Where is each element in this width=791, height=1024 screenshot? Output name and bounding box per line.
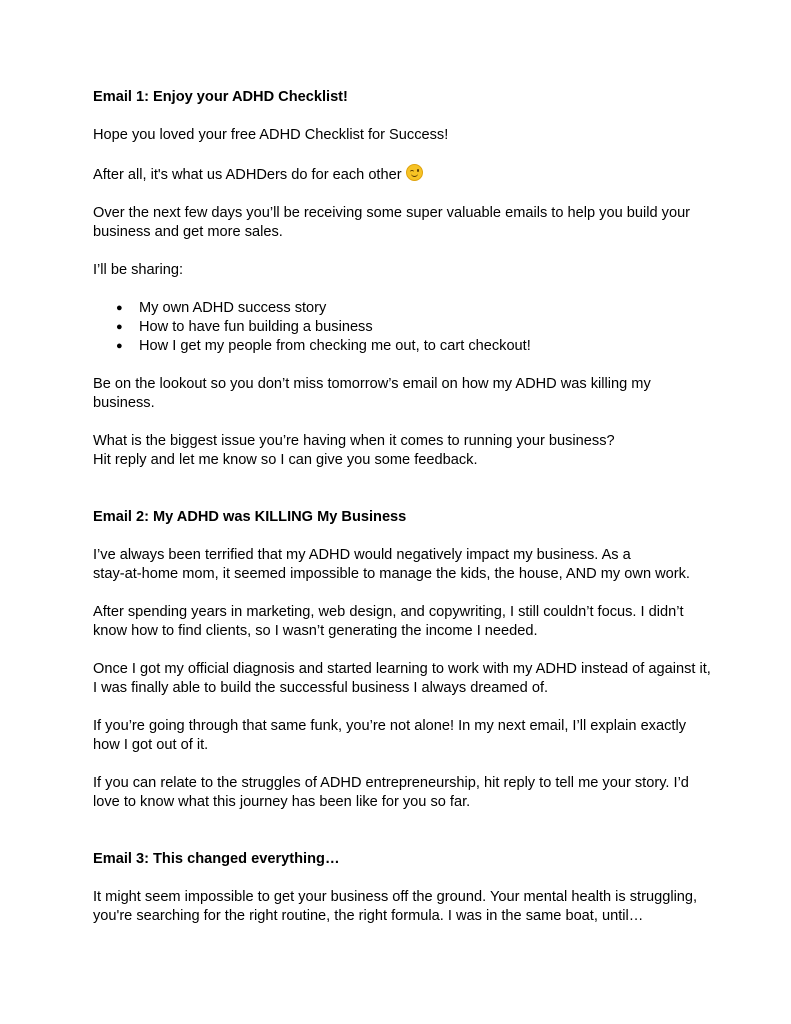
email-3-paragraph	[93, 888, 713, 926]
email-2-paragraph	[93, 546, 713, 584]
email-1-text: After all, it's what us ADHDers do for each other	[93, 167, 402, 183]
text-line: love to know what this journey has been like for you so far.	[93, 794, 471, 810]
email-2-heading: Email 2: My ADHD was KILLING My Business	[93, 509, 407, 525]
email-2-paragraph	[93, 717, 713, 755]
email-1-paragraph	[93, 204, 713, 242]
email-1-heading: Email 1: Enjoy your ADHD Checklist!	[93, 89, 348, 105]
text-line: how I got out of it.	[93, 737, 209, 753]
email-1-paragraph	[93, 375, 713, 413]
email-1-paragraph	[93, 432, 713, 470]
text-line: I’ve always been terrified that my ADHD would negatively impact my business. As a	[93, 547, 631, 563]
text-line: If you’re going through that same funk, you’re not alone! In my next email, I’ll explain exactly	[93, 718, 686, 734]
text-line: I was finally able to build the successful business I always dreamed of.	[93, 680, 549, 696]
email-2-paragraph	[93, 603, 713, 641]
text-line: Be on the lookout so you don’t miss tomorrow’s email on how my ADHD was killing my	[93, 376, 651, 392]
text-line: If you can relate to the struggles of ADHD entrepreneurship, hit reply to tell me your story. I’d	[93, 775, 689, 791]
bullet-icon: ●	[116, 340, 123, 352]
winking-face-icon	[406, 164, 423, 181]
sharing-list	[93, 299, 713, 356]
email-2-paragraph	[93, 660, 713, 698]
document-body	[93, 88, 713, 926]
text-line: After spending years in marketing, web design, and copywriting, I still couldn’t focus. I didn’t	[93, 604, 684, 620]
email-3-heading: Email 3: This changed everything…	[93, 851, 340, 867]
text-line: It might seem impossible to get your business off the ground. Your mental health is struggling,	[93, 889, 698, 905]
list-item	[116, 337, 713, 356]
text-line: know how to find clients, so I wasn’t generating the income I needed.	[93, 623, 538, 639]
email-1-paragraph: I’ll be sharing:	[93, 262, 184, 278]
list-item-text: My own ADHD success story	[139, 300, 327, 316]
email-1-paragraph: Hope you loved your free ADHD Checklist for Success!	[93, 127, 449, 143]
text-line: business.	[93, 395, 155, 411]
text-line: you're searching for the right routine, the right formula. I was in the same boat, until…	[93, 908, 644, 924]
text-line: business and get more sales.	[93, 224, 283, 240]
text-line: Once I got my official diagnosis and started learning to work with my ADHD instead of against it,	[93, 661, 711, 677]
list-item-text: How to have fun building a business	[139, 319, 373, 335]
text-line: Hit reply and let me know so I can give you some feedback.	[93, 452, 478, 468]
list-item	[116, 318, 713, 337]
text-line: What is the biggest issue you’re having when it comes to running your business?	[93, 433, 615, 449]
bullet-icon: ●	[116, 321, 123, 333]
list-item-text: How I get my people from checking me out, to cart checkout!	[139, 338, 531, 354]
text-line: stay-at-home mom, it seemed impossible to manage the kids, the house, AND my own work.	[93, 566, 690, 582]
list-item	[116, 299, 713, 318]
text-line: Over the next few days you’ll be receiving some super valuable emails to help you build your	[93, 205, 691, 221]
bullet-icon: ●	[116, 302, 123, 314]
email-1-paragraph	[93, 164, 713, 185]
email-2-paragraph	[93, 774, 713, 812]
